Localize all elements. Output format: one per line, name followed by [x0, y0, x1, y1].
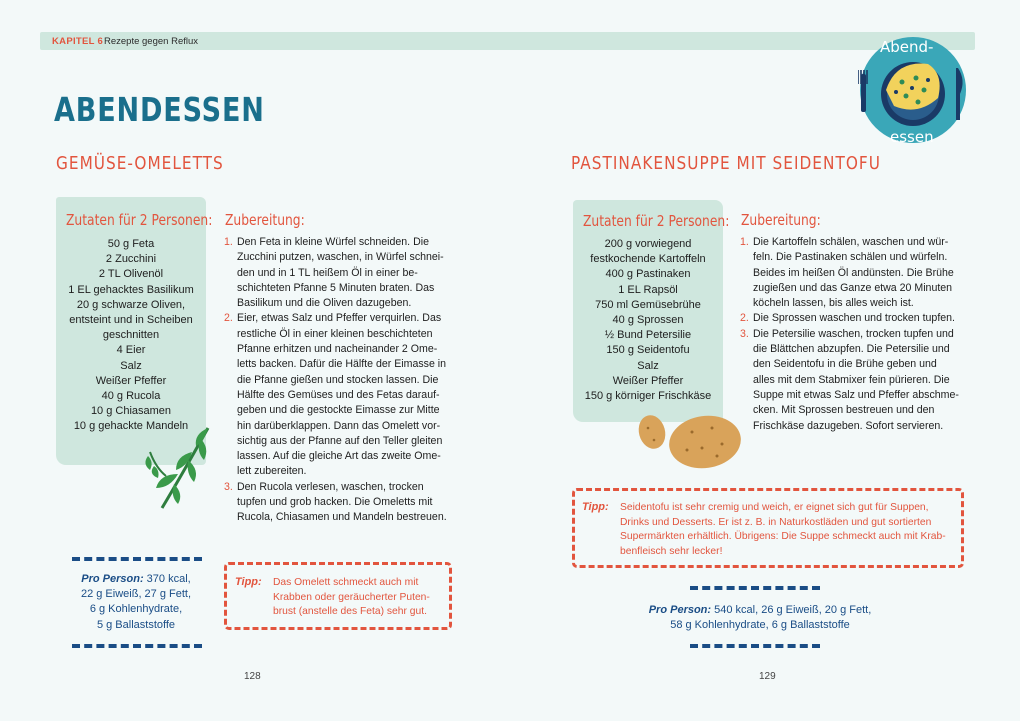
recipe-right-title: PASTINAKENSUPPE MIT SEIDENTOFU — [571, 153, 881, 174]
step-line: letts backen. Dafür die Hälfte der Eimasse in — [237, 358, 447, 371]
step-line: den und in 1 TL heißem Öl in einer be- — [237, 266, 418, 279]
tip-line: Seidentofu ist sehr cremig und weich, er eignet sich gut für Suppen, — [620, 502, 929, 513]
nutrition-label: Pro Person: — [81, 573, 144, 585]
nutrition-divider-top — [72, 557, 202, 561]
list-item: 1 EL gehacktes Basilikum — [68, 283, 194, 296]
list-item: 750 ml Gemüsebrühe — [595, 298, 701, 311]
chapter-label: KAPITEL 6 — [52, 36, 104, 47]
list-item: 40 g Rucola — [101, 390, 161, 403]
step-line: Pfanne erhitzen und nacheinander 2 Ome- — [237, 343, 438, 356]
nutrition-line: 6 g Kohlenhydrate, — [89, 603, 183, 616]
tip-line: brust (anstelle des Feta) sehr gut. — [273, 606, 427, 618]
step-line: tupfen und grob hacken. Die Omeletts mit — [237, 496, 433, 509]
recipe-right-prep-title: Zubereitung: — [741, 211, 821, 229]
nutrition-line: 58 g Kohlenhydrate, 6 g Ballaststoffe — [670, 619, 850, 632]
step-line: geben und die gestockte Eimasse zur Mitte — [237, 404, 440, 417]
step-line: Zucchini putzen, waschen, in Würfel schnei- — [237, 251, 444, 264]
step-item — [224, 480, 456, 526]
list-item: 4 Eier — [116, 344, 146, 357]
step-line: restliche Öl in einer kleinen beschichteten — [237, 327, 433, 340]
list-item: 2 Zucchini — [105, 253, 157, 266]
step-number: 2. — [224, 312, 233, 325]
step-line: lassen. Auf die gleiche Art das zweite Ome- — [237, 450, 441, 463]
abendessen-badge — [858, 30, 968, 158]
nutrition-line: 22 g Eiweiß, 27 g Fett, — [80, 588, 192, 601]
step-number: 3. — [224, 480, 233, 493]
step-line: feln. Die Pastinaken schälen und würfeln. — [753, 251, 948, 264]
step-line: Den Feta in kleine Würfel schneiden. Die — [237, 236, 429, 248]
step-item — [224, 235, 456, 311]
step-line: Frischkäse dazugeben. Sofort servieren. — [753, 419, 944, 432]
step-line: die Blättchen abzupfen. Die Petersilie und — [753, 343, 950, 356]
step-item — [224, 311, 456, 479]
step-item — [740, 235, 972, 311]
recipe-right-ingredients-box — [573, 200, 730, 422]
recipe-left-ingredients-box — [56, 197, 213, 465]
list-item: 150 g Seidentofu — [606, 344, 690, 357]
list-item: 2 TL Olivenöl — [98, 268, 164, 281]
badge-line2: essen — [890, 128, 934, 146]
page-number-right: 129 — [759, 671, 776, 682]
potato-illustration — [632, 410, 744, 477]
list-item: Weißer Pfeffer — [95, 374, 167, 387]
recipe-right-nutrition — [620, 603, 900, 633]
list-item: 1 EL Rapsöl — [618, 283, 678, 296]
list-item: ½ Bund Petersilie — [604, 329, 692, 342]
ingredients-list — [56, 237, 206, 435]
nutrition-line: 540 kcal, 26 g Eiweiß, 20 g Fett, — [711, 604, 872, 616]
step-line: Eier, etwas Salz und Pfeffer verquirlen. Das — [237, 312, 442, 325]
tip-label: Tipp: — [235, 576, 262, 588]
step-line: Beides im heißen Öl andünsten. Die Brühe — [753, 266, 954, 279]
step-line: schichteten Pfanne 5 Minuten braten. Das — [237, 281, 435, 294]
step-number: 1. — [740, 236, 749, 248]
list-item: Salz — [120, 359, 142, 372]
list-item: 10 g gehackte Mandeln — [73, 420, 189, 433]
step-item — [740, 311, 972, 326]
rucola-illustration — [142, 426, 218, 515]
tip-text — [273, 576, 445, 620]
recipe-left-steps — [224, 235, 456, 526]
tip-line: Supermärkten erhältlich. Übrigens: Die Suppe schmeckt auch mit Krab- — [620, 531, 946, 543]
tip-line: Drinks und Desserts. Er ist z. B. in Naturkostläden und gut sortierten — [620, 516, 932, 528]
step-line: Suppe mit etwas Salz und Pfeffer abschme- — [753, 388, 959, 401]
list-item: 10 g Chiasamen — [90, 405, 172, 418]
recipe-left-title: GEMÜSE-OMELETTS — [56, 153, 224, 174]
step-line: den Seidentofu in die Brühe geben und — [753, 358, 937, 371]
recipe-left-tip-box — [224, 562, 452, 630]
page-title: ABENDESSEN — [54, 90, 265, 129]
ingredients-title: Zutaten für 2 Personen: — [66, 211, 213, 229]
tip-line: Krabben oder geräucherter Puten- — [273, 591, 430, 603]
ingredients-title: Zutaten für 2 Personen: — [583, 212, 730, 230]
list-item: Weißer Pfeffer — [612, 374, 684, 387]
step-line: Den Rucola verlesen, waschen, trocken — [237, 480, 424, 493]
step-line: sichtig aus der Pfanne auf den Teller gleiten — [237, 434, 443, 447]
list-item: 150 g körniger Frischkäse — [584, 390, 712, 403]
step-line: Hälfte des Gemüses und des Fetas darauf- — [237, 388, 440, 401]
list-item: Salz — [637, 359, 659, 372]
list-item: entsteint und in Scheiben — [69, 314, 193, 327]
step-line: Die Sprossen waschen und trocken tupfen. — [753, 312, 955, 325]
tip-line: Das Omelett schmeckt auch mit — [273, 577, 419, 588]
list-item: festkochende Kartoffeln — [590, 253, 706, 266]
tip-line: benfleisch sehr lecker! — [620, 545, 723, 557]
nutrition-line: 5 g Ballaststoffe — [96, 618, 176, 631]
chapter-section: Rezepte gegen Reflux — [104, 36, 199, 47]
nutrition-divider-top — [690, 586, 820, 590]
tip-text — [620, 501, 960, 559]
nutrition-divider-bottom — [690, 644, 820, 648]
step-line: zugießen und das Ganze etwa 20 Minuten — [753, 281, 953, 294]
badge-line1: Abend- — [880, 38, 934, 56]
step-line: Rucola, Chiasamen und Mandeln bestreuen. — [237, 511, 447, 524]
list-item: geschnitten — [102, 329, 160, 342]
step-item — [740, 327, 972, 434]
recipe-left-prep-title: Zubereitung: — [225, 211, 305, 229]
nutrition-divider-bottom — [72, 644, 202, 648]
page-number-left: 128 — [244, 671, 261, 682]
list-item: 50 g Feta — [107, 238, 155, 250]
recipe-right-steps — [740, 235, 972, 434]
step-line: cken. Mit Sprossen bestreuen und den — [753, 404, 935, 417]
recipe-right-tip-box — [572, 488, 964, 568]
nutrition-line: 370 kcal, — [143, 573, 191, 585]
ingredients-list — [573, 237, 723, 404]
step-line: hin darüberklappen. Dann das Omelett vor- — [237, 419, 441, 432]
step-number: 2. — [740, 312, 749, 325]
step-number: 3. — [740, 327, 749, 340]
list-item: 200 g vorwiegend — [604, 238, 692, 250]
step-line: die Pfanne gießen und stocken lassen. Die — [237, 373, 439, 386]
step-number: 1. — [224, 236, 233, 248]
step-line: köcheln lassen, bis alles weich ist. — [753, 297, 914, 310]
step-line: Die Kartoffeln schälen, waschen und wür- — [753, 236, 949, 248]
step-line: Die Petersilie waschen, trocken tupfen und — [753, 327, 954, 340]
step-line: Basilikum und die Oliven dazugeben. — [237, 297, 412, 310]
step-line: alles mit dem Stabmixer fein pürieren. Die — [753, 373, 950, 386]
tip-label: Tipp: — [582, 501, 609, 513]
list-item: 20 g schwarze Oliven, — [76, 298, 186, 311]
recipe-left-nutrition — [56, 572, 216, 633]
nutrition-label: Pro Person: — [648, 604, 712, 616]
list-item: 400 g Pastinaken — [605, 268, 691, 281]
list-item: 40 g Sprossen — [612, 314, 684, 327]
step-line: lett zubereiten. — [237, 465, 307, 478]
